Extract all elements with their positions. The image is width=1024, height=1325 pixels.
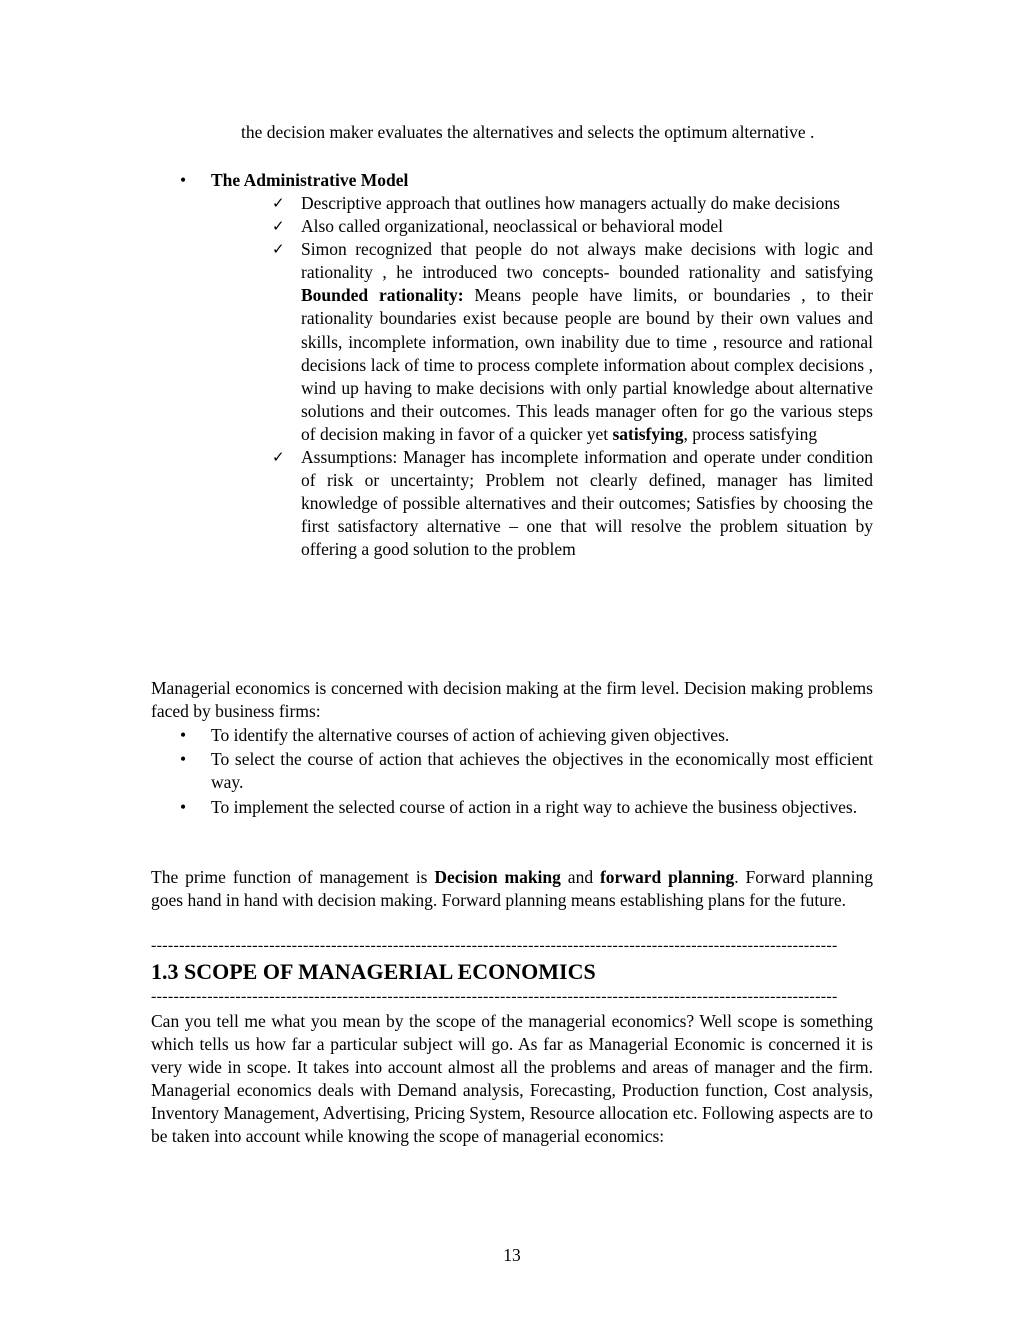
bullet-icon (180, 724, 210, 747)
checkmark-icon: ✓ (272, 217, 285, 236)
bullet-icon (180, 748, 210, 771)
scope-paragraph: Can you tell me what you mean by the scope of the managerial economics? Well scope is something which tells us how far a particular subject will go. As far as Managerial Economic is concerned it is very wide in scope. It takes into account almost all the problems and areas of manager and the firm. Managerial economics deals with Demand analysis, Forecasting, Production function, Cost analysis, Inventory Management, Advertising, Pricing System, Resource allocation etc. Following aspects are to be taken into account while knowing the scope of managerial economics: (151, 1011, 873, 1147)
separator-line-top: -------------------------------------------------------------------------------------------------------------------------- (151, 937, 838, 954)
checkmark-icon: ✓ (272, 194, 285, 212)
point-text: Simon recognized that people do not always make decisions with logic and rationality , he introduced two concepts- bounded rationality and satisfying (301, 239, 873, 283)
list-item (272, 238, 873, 446)
page-number: 13 (503, 1245, 521, 1265)
prime-function-paragraph (151, 866, 873, 912)
bullet-admin-model (180, 169, 873, 192)
decision-making-term: Decision making (434, 867, 561, 887)
managerial-intro-paragraph: Managerial economics is concerned with decision making at the firm level. Decision making problems faced by business firms: (151, 678, 873, 722)
list-item (272, 192, 873, 215)
list-item (180, 796, 873, 819)
point-text: Descriptive approach that outlines how managers actually do make decisions (301, 193, 840, 213)
list-item (272, 446, 873, 561)
bounded-rationality-term: Bounded rationality: (301, 285, 464, 306)
decision-problem-text: To identify the alternative courses of action of achieving given objectives. (211, 725, 730, 745)
section-heading: 1.3 SCOPE OF MANAGERIAL ECONOMICS (151, 959, 596, 984)
decision-problem-text: To implement the selected course of action in a right way to achieve the business objectives. (211, 797, 858, 817)
point-text: Assumptions: Manager has incomplete information and operate under condition of risk or uncertainty; Problem not clearly defined, manager has limited knowledge of possible alternatives and their outcomes; Satisfies by choosing the first satisfactory alternative – one that will resolve the problem situation by offering a good solution to the problem (301, 447, 873, 560)
satisfying-term: satisfying (612, 423, 684, 444)
forward-planning-term: forward planning (599, 867, 735, 887)
point-text: , process satisfying (683, 423, 818, 444)
admin-model-points (272, 192, 873, 562)
checkmark-icon: ✓ (272, 448, 285, 467)
paragraph-text: and (560, 867, 600, 887)
point-text: Means people have limits, or boundaries , to their rationality boundaries exist because people are bound by their own values and skills, incomplete information, own inability due to time , resource and rational decisions lack of time to process complete information about complex decisions , wind up having to make decisions with only partial knowledge about alternative solutions and their outcomes. This leads manager often for go the various steps of decision making in favor of a quicker yet (301, 285, 873, 444)
list-item (180, 748, 873, 794)
point-text: Also called organizational, neoclassical or behavioral model (301, 216, 723, 237)
bullet-icon (180, 169, 210, 192)
continued-paragraph: the decision maker evaluates the alternatives and selects the optimum alternative . (241, 122, 815, 142)
list-item (272, 215, 873, 238)
paragraph-text: The prime function of management is (151, 867, 435, 887)
admin-model-heading: The Administrative Model (211, 170, 409, 190)
list-item (180, 724, 873, 747)
bullet-icon (180, 796, 210, 819)
separator-line-bottom: -------------------------------------------------------------------------------------------------------------------------- (151, 988, 838, 1005)
checkmark-icon: ✓ (272, 240, 285, 259)
paragraph-text: . Forward planning goes hand in hand with decision making. Forward planning means establishing plans for the future. (151, 867, 873, 911)
decision-problem-text: To select the course of action that achieves the objectives in the economically most efficient way. (211, 749, 873, 793)
